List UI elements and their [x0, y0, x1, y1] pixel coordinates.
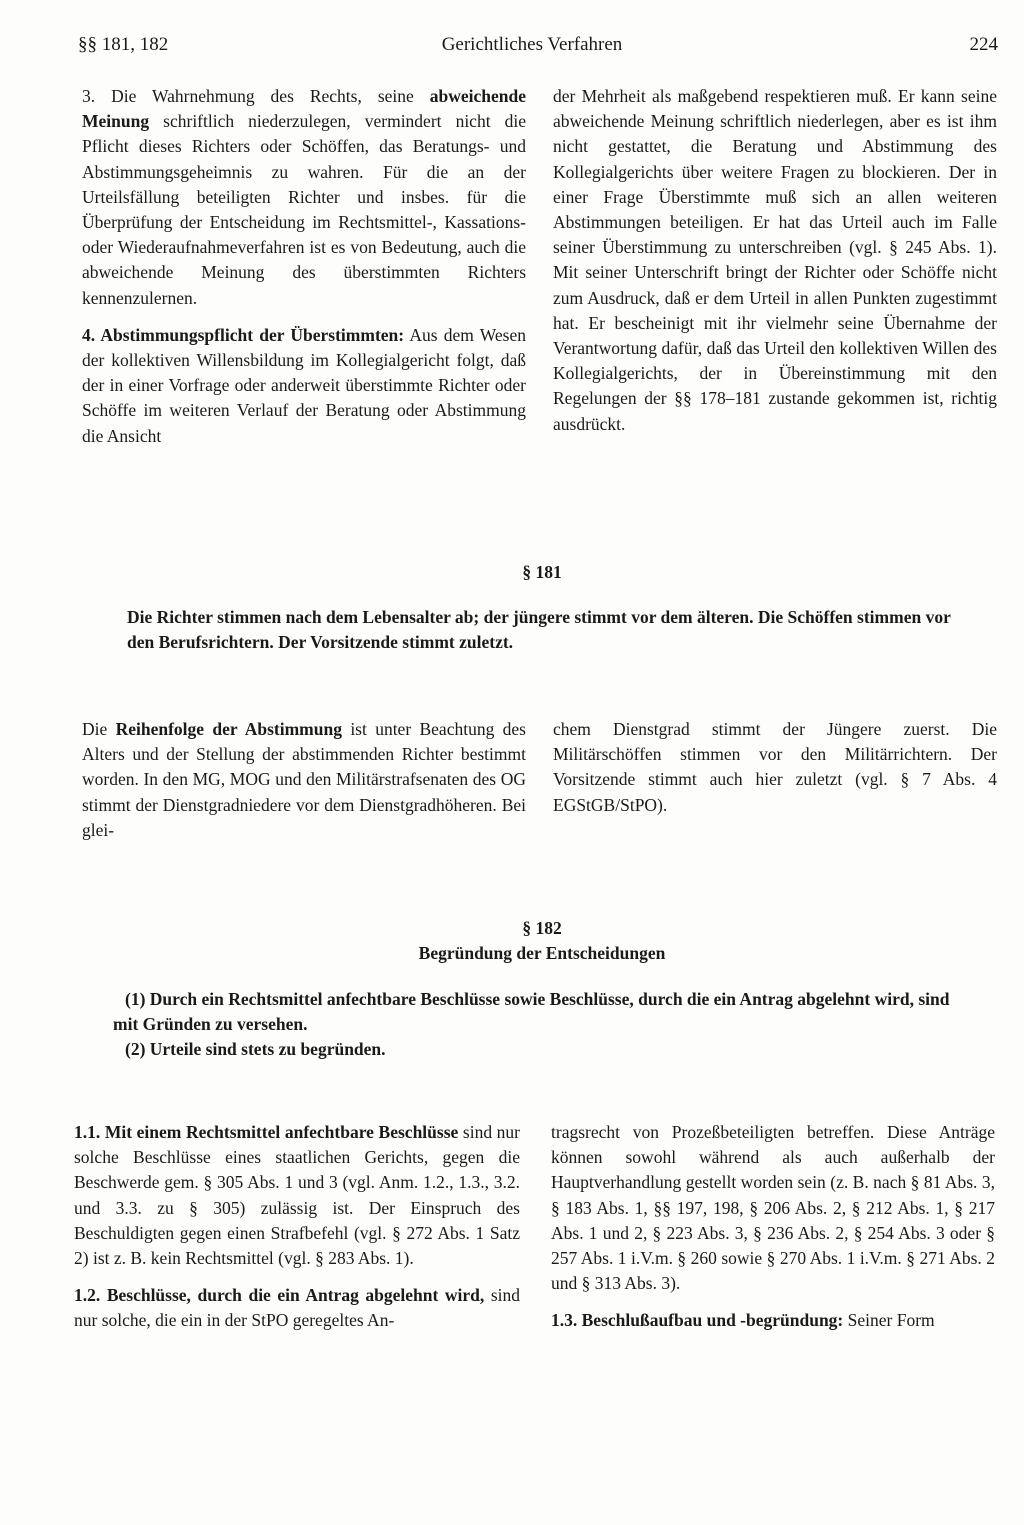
- term-anfechtbare-beschluesse: 1.1. Mit einem Rechtsmittel anfechtbare Beschlüsse: [74, 1122, 459, 1142]
- section-182-paragraph-2: (2) Urteile sind stets zu begründen.: [125, 1039, 386, 1059]
- annotation-3: 3. Die Wahrnehmung des Rechts, seine abweichende Meinung schriftlich niederzulegen, vermindert nicht die Pflicht dieses Richters oder Schöffen, das Beratungs- und Abstimmungsgeheimnis zu wahren. Für die an der Urteilsfällung beteiligten Richter und insbes. für die Überprüfung der Entscheidung im Rechtsmittel-, Kassations- oder Wiederaufnahmeverfahren ist es von Bedeutung, auch die abweichende Meinung des überstimmten Richters kennenzulernen.: [82, 86, 526, 308]
- annotation-4: 4. Abstimmungspflicht der Überstimmten: Aus dem Wesen der kollektiven Willensbildung im Kollegialgericht folgt, daß der in einer Vorfrage oder anderweit überstimmte Richter oder Schöffe im weiteren Verlauf der Beratung oder Abstimmung die Ansicht: [82, 324, 526, 446]
- term-ablehnende-beschluesse: 1.2. Beschlüsse, durch die ein Antrag abgelehnt wird,: [74, 1285, 485, 1306]
- commentary-left-column-top: [82, 84, 526, 449]
- commentary-right-column-top: [553, 84, 997, 437]
- annotation-4-continued: der Mehrheit als maßgebend respektieren muß. Er kann seine abweichende Meinung schriftlich niederlegen, aber es ist ihm nicht gestattet, die Beratung und Abstimmung des Kollegialgerichts über weitere Fragen zu blockieren. Der in einer Frage Überstimmte muß sich an allen weiteren Abstimmungen beteiligen. Er hat das Urteil auch im Falle seiner Überstimmung zu unterschreiben (vgl. § 245 Abs. 1). Mit seiner Unterschrift bringt der Richter oder Schöffe nicht zum Ausdruck, daß er dem Urteil in allen Punkten zugestimmt hat. Er bescheinigt mit ihr vielmehr seine Übernahme der Verantwortung dafür, daß das Urteil den kollektiven Willen des Kollegialgerichts, der in Übereinstimmung mit den Regelungen der §§ 178–181 zustande gekommen ist, richtig ausdrückt.: [553, 86, 997, 434]
- term-beschlussaufbau: 1.3. Beschlußaufbau und -begründung:: [551, 1310, 844, 1331]
- section-181-law-text: Die Richter stimmen nach dem Lebensalter ab; der jüngere stimmt vor dem älteren. Die Schöffen stimmen vor den Berufsrichtern. Der Vorsitzende stimmt zuletzt.: [127, 607, 951, 653]
- running-header-sections: §§ 181, 182: [78, 34, 169, 55]
- section-182-title: Begründung der Entscheidungen: [418, 943, 666, 963]
- annotation-1-2: 1.2. Beschlüsse, durch die ein Antrag abgelehnt wird, sind nur solche, die ein in der StPO geregeltes An-: [74, 1285, 520, 1331]
- section-182-heading: § 182: [522, 918, 562, 938]
- page-number: 224: [969, 34, 998, 55]
- term-abweichende-meinung: abweichende Meinung: [82, 86, 526, 132]
- term-reihenfolge: Reihenfolge der Abstimmung: [115, 719, 342, 739]
- section-181-heading: § 181: [522, 562, 562, 582]
- annotation-1-2-continued: tragsrecht von Prozeßbeteiligten betreffen. Diese Anträge können sowohl während als auch außerhalb der Hauptverhandlung gestellt worden sein (z. B. nach § 81 Abs. 3, § 183 Abs. 1, §§ 197, 198, § 206 Abs. 2, § 212 Abs. 1, § 217 Abs. 1 und 2, § 223 Abs. 3, § 236 Abs. 2, § 254 Abs. 3 oder § 257 Abs. 1 i.V.m. § 260 sowie § 270 Abs. 1 i.V.m. § 271 Abs. 2 und § 313 Abs. 3).: [551, 1122, 995, 1294]
- section-182-commentary-left: [74, 1120, 520, 1334]
- annotation-1-1: 1.1. Mit einem Rechtsmittel anfechtbare Beschlüsse sind nur solche Beschlüsse eines staatlichen Gerichts, gegen die Beschwerde gem. § 305 Abs. 1 und 3 (vgl. Anm. 1.2., 1.3., 3.2. und 3.3. zu § 305) zulässig ist. Der Einspruch des Beschuldigten gegen einen Strafbefehl (vgl. § 272 Abs. 1 Satz 2) ist z. B. kein Rechtsmittel (vgl. § 283 Abs. 1).: [74, 1122, 521, 1269]
- annotation-1-3: 1.3. Beschlußaufbau und -begründung: Seiner Form: [551, 1310, 935, 1331]
- term-abstimmungspflicht: 4. Abstimmungspflicht der Überstimmten:: [82, 324, 405, 345]
- section-182-commentary-right: [551, 1120, 995, 1334]
- section-181-commentary-right: chem Dienstgrad stimmt der Jüngere zuerst. Die Militärschöffen stimmen vor den Militärrichtern. Der Vorsitzende stimmt auch hier zuletzt (vgl. § 7 Abs. 4 EGStGB/StPO).: [553, 719, 997, 815]
- running-header-title: Gerichtliches Verfahren: [441, 34, 623, 55]
- section-182-paragraph-1: (1) Durch ein Rechtsmittel anfechtbare Beschlüsse sowie Beschlüsse, durch die ein Antrag abgelehnt wird, sind mit Gründen zu versehen.: [113, 989, 950, 1035]
- section-181-commentary-left: [82, 717, 526, 843]
- annotation-181: Die Reihenfolge der Abstimmung ist unter Beachtung des Alters und der Stellung der abstimmenden Richter bestimmt worden. In den MG, MOG und den Militärstrafsenaten des OG stimmt der Dienstgradniedere vor dem Dienstgradhöheren. Bei glei-: [82, 719, 526, 840]
